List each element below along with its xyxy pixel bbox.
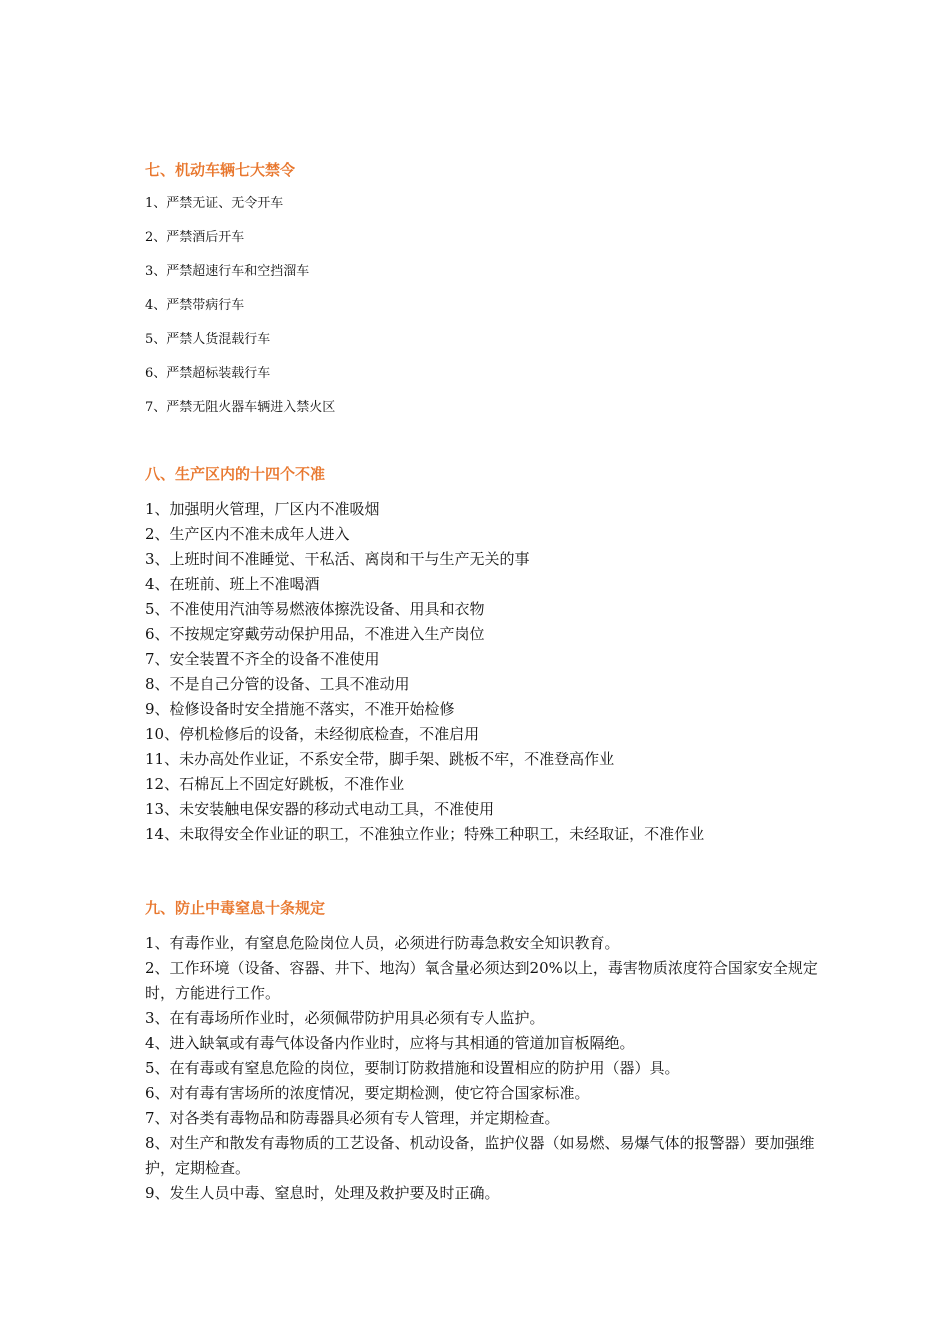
list-item: 10、停机检修后的设备，未经彻底检查，不准启用 <box>145 725 480 743</box>
list-item: 6、严禁超标装载行车 <box>145 366 271 381</box>
list-item: 3、在有毒场所作业时，必须佩带防护用具必须有专人监护。 <box>145 1009 545 1027</box>
list-item: 2、生产区内不准未成年人进入 <box>145 525 350 543</box>
section-vehicle-prohibitions <box>145 160 825 432</box>
list-item: 12、石棉瓦上不固定好跳板，不准作业 <box>145 775 405 793</box>
section-heading: 九、防止中毒窒息十条规定 <box>145 899 326 917</box>
section-poisoning-prevention <box>145 898 825 1206</box>
list-item: 6、对有毒有害场所的浓度情况，要定期检测，使它符合国家标准。 <box>145 1084 590 1102</box>
list-item: 3、严禁超速行车和空挡溜车 <box>145 264 310 279</box>
list-item: 9、检修设备时安全措施不落实，不准开始检修 <box>145 700 455 718</box>
rule-list <box>145 931 825 1206</box>
rule-list <box>145 497 825 847</box>
list-item: 7、对各类有毒物品和防毒器具必须有专人管理，并定期检查。 <box>145 1109 560 1127</box>
list-item: 4、严禁带病行车 <box>145 298 245 313</box>
list-item: 4、进入缺氧或有毒气体设备内作业时，应将与其相通的管道加盲板隔绝。 <box>145 1034 635 1052</box>
section-heading: 七、机动车辆七大禁令 <box>145 161 296 179</box>
list-item: 4、在班前、班上不准喝酒 <box>145 575 320 593</box>
list-item: 13、未安装触电保安器的移动式电动工具，不准使用 <box>145 800 495 818</box>
list-item: 5、在有毒或有窒息危险的岗位，要制订防救措施和设置相应的防护用（器）具。 <box>145 1059 680 1077</box>
list-item: 9、发生人员中毒、窒息时，处理及救护要及时正确。 <box>145 1184 500 1202</box>
list-item: 8、对生产和散发有毒物质的工艺设备、机动设备，监护仪器（如易燃、易爆气体的报警器）要加强维护，定期检查。 <box>145 1134 815 1177</box>
list-item: 5、不准使用汽油等易燃液体擦洗设备、用具和衣物 <box>145 600 485 618</box>
list-item: 2、严禁酒后开车 <box>145 230 245 245</box>
list-item: 5、严禁人货混载行车 <box>145 332 271 347</box>
list-item: 6、不按规定穿戴劳动保护用品，不准进入生产岗位 <box>145 625 485 643</box>
list-item: 7、严禁无阻火器车辆进入禁火区 <box>145 400 336 415</box>
list-item: 3、上班时间不准睡觉、干私活、离岗和干与生产无关的事 <box>145 550 530 568</box>
section-heading: 八、生产区内的十四个不准 <box>145 465 326 483</box>
list-item: 1、严禁无证、无令开车 <box>145 196 284 211</box>
list-item: 11、未办高处作业证，不系安全带，脚手架、跳板不牢，不准登高作业 <box>145 750 615 768</box>
list-item: 7、安全装置不齐全的设备不准使用 <box>145 650 380 668</box>
list-item: 14、未取得安全作业证的职工，不准独立作业；特殊工种职工，未经取证，不准作业 <box>145 825 705 843</box>
rule-list <box>145 194 825 432</box>
list-item: 1、加强明火管理，厂区内不准吸烟 <box>145 500 380 518</box>
list-item: 2、工作环境（设备、容器、井下、地沟）氧含量必须达到20%以上，毒害物质浓度符合国家安全规定时，方能进行工作。 <box>145 959 818 1002</box>
list-item: 1、有毒作业，有窒息危险岗位人员，必须进行防毒急救安全知识教育。 <box>145 934 620 952</box>
section-production-area-rules <box>145 464 825 847</box>
list-item: 8、不是自己分管的设备、工具不准动用 <box>145 675 410 693</box>
